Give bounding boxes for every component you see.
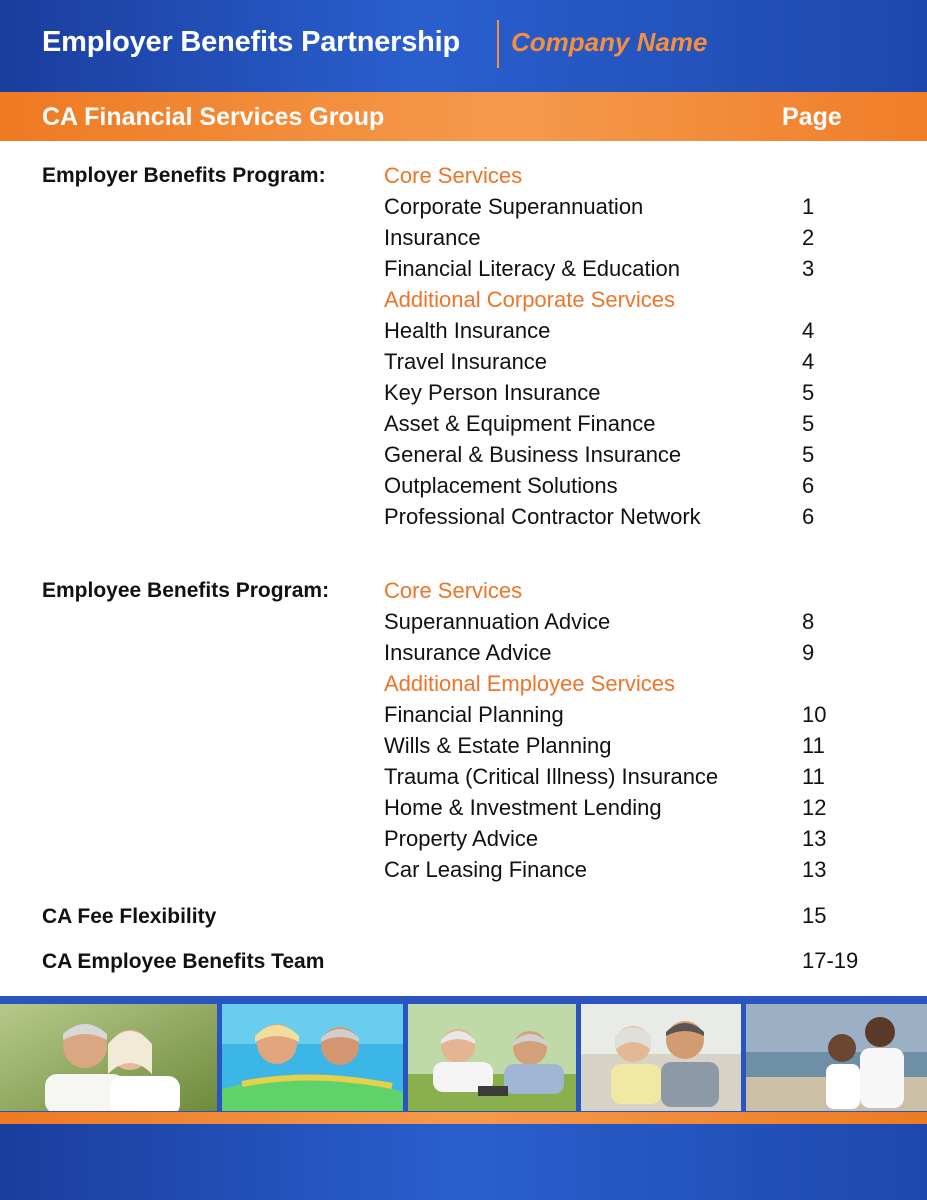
toc-item-label: General & Business Insurance <box>384 442 682 467</box>
benefits-team-title[interactable]: CA Employee Benefits Team <box>42 950 325 973</box>
toc-page-number: 2 <box>802 225 815 250</box>
toc-item-label: Home & Investment Lending <box>384 795 662 820</box>
toc-page-number: 1 <box>802 194 815 219</box>
beach-couple-photo <box>746 1004 927 1111</box>
toc-page-number: 5 <box>802 380 815 405</box>
section-label: Core Services <box>384 578 523 603</box>
toc-page-number: 5 <box>802 411 815 436</box>
footer-stripe <box>0 1112 927 1124</box>
section-label: Additional Employee Services <box>384 671 676 696</box>
toc-page-number: 17-19 <box>802 948 859 973</box>
toc-item-label: Asset & Equipment Finance <box>384 411 656 436</box>
toc-page-number: 9 <box>802 640 815 665</box>
fee-flexibility-title[interactable]: CA Fee Flexibility <box>42 905 217 928</box>
toc-item-label: Financial Literacy & Education <box>384 256 680 281</box>
section-label: Additional Corporate Services <box>384 287 676 312</box>
couple-photo <box>0 1004 217 1111</box>
toc-item-label: Key Person Insurance <box>384 380 601 405</box>
toc-page-number: 4 <box>802 349 815 374</box>
toc-page-number: 6 <box>802 504 815 529</box>
sofa-couple-photo <box>581 1004 741 1111</box>
brand-title: Employer Benefits Partnership <box>42 26 461 58</box>
footer-bar <box>0 1124 927 1200</box>
group-title: CA Financial Services Group <box>42 103 385 131</box>
toc-page-number: 11 <box>802 764 825 789</box>
page-column-heading: Page <box>782 103 842 131</box>
toc-item-label: Wills & Estate Planning <box>384 733 612 758</box>
toc-item-label: Insurance Advice <box>384 640 552 665</box>
section-label: Core Services <box>384 163 523 188</box>
toc-page-number: 12 <box>802 795 827 820</box>
toc-page-number: 5 <box>802 442 815 467</box>
employer-program-title: Employer Benefits Program: <box>42 164 326 187</box>
pool-photo <box>222 1004 403 1111</box>
toc-item-label: Corporate Superannuation <box>384 194 644 219</box>
photo-strip <box>0 996 927 1116</box>
toc-item-label: Professional Contractor Network <box>384 504 701 529</box>
toc-page-number: 6 <box>802 473 815 498</box>
toc-item-label: Travel Insurance <box>384 349 548 374</box>
toc-page-number: 8 <box>802 609 815 634</box>
toc-item-label: Financial Planning <box>384 702 564 727</box>
chess-photo <box>408 1004 576 1111</box>
toc-item-label: Health Insurance <box>384 318 551 343</box>
toc-page-number: 4 <box>802 318 815 343</box>
company-name: Company Name <box>511 27 708 57</box>
toc-page-number: 13 <box>802 857 827 882</box>
toc-page-number: 13 <box>802 826 827 851</box>
toc-item-label: Insurance <box>384 225 481 250</box>
header-divider <box>497 20 499 68</box>
toc-page-number: 15 <box>802 903 827 928</box>
toc-item-label: Superannuation Advice <box>384 609 611 634</box>
toc-item-label: Property Advice <box>384 826 539 851</box>
header-bar <box>0 0 927 92</box>
toc-page-number: 10 <box>802 702 827 727</box>
toc-page-number: 11 <box>802 733 825 758</box>
toc-item-label: Trauma (Critical Illness) Insurance <box>384 764 719 789</box>
toc-page-number: 3 <box>802 256 815 281</box>
employee-program-title: Employee Benefits Program: <box>42 579 330 602</box>
toc-item-label: Outplacement Solutions <box>384 473 618 498</box>
toc-item-label: Car Leasing Finance <box>384 857 588 882</box>
